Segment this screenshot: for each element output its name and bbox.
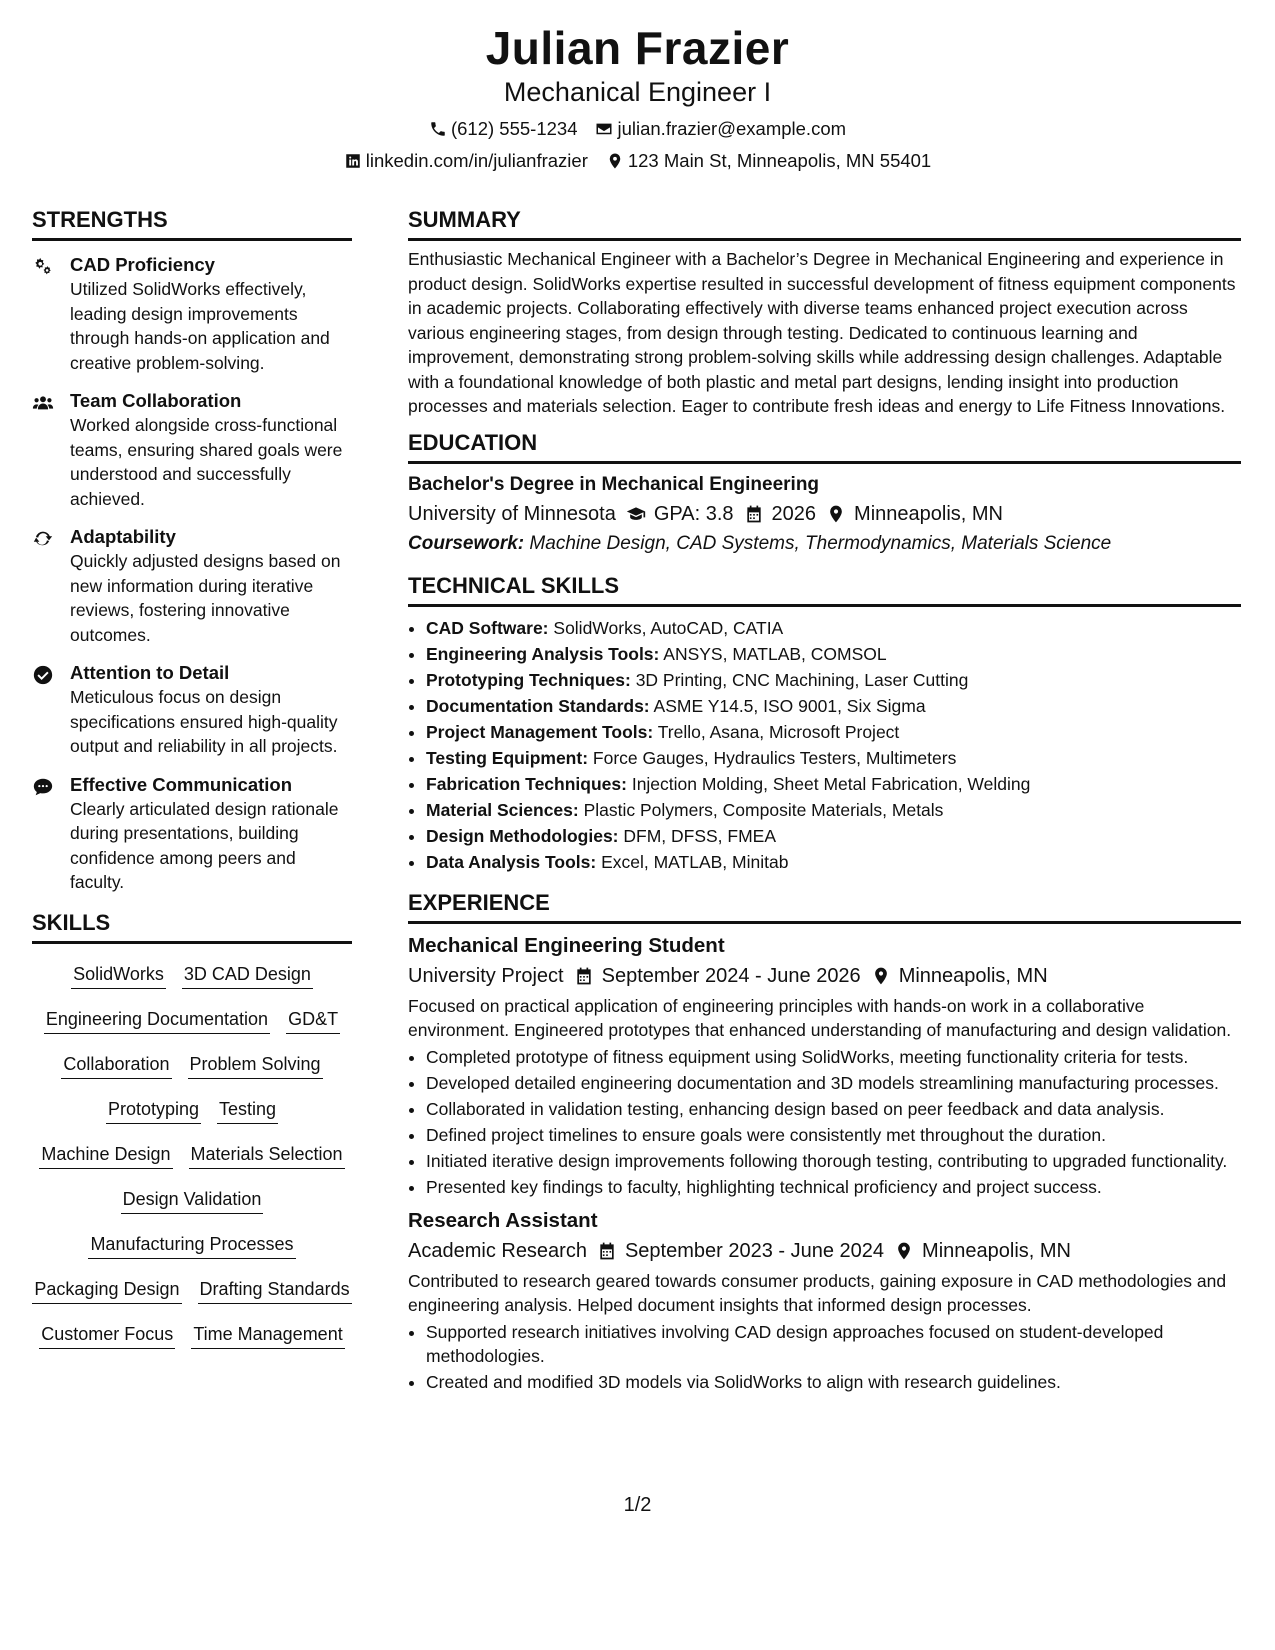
- list-item: • Defined project timelines to ensure goals were consistently met throughout the duration.: [426, 1123, 1241, 1147]
- users-icon: [32, 392, 54, 414]
- address-text: 123 Main St, Minneapolis, MN 55401: [627, 150, 932, 171]
- skill-tag: Problem Solving: [188, 1052, 323, 1079]
- skill-category: Project Management Tools:: [426, 721, 654, 742]
- strength-title: Attention to Detail: [70, 662, 230, 683]
- resume-header: [0, 22, 1275, 172]
- linkedin-text[interactable]: linkedin.com/in/julianfrazier: [365, 150, 588, 171]
- list-item: • Created and modified 3D models via SolidWorks to align with research guidelines.: [426, 1370, 1241, 1394]
- skill-tag: 3D CAD Design: [182, 962, 313, 989]
- skill-values: ANSYS, MATLAB, COMSOL: [663, 643, 887, 664]
- skill-category: Engineering Analysis Tools:: [426, 643, 660, 664]
- right-column: [408, 206, 1241, 1396]
- map-marker-icon: [894, 1241, 914, 1261]
- map-marker-icon: [871, 966, 891, 986]
- list-item: [426, 823, 1241, 849]
- skill-tag: Testing: [217, 1097, 278, 1124]
- skills-tags: [32, 962, 352, 1349]
- map-marker-icon: [826, 504, 846, 524]
- strength-desc: Utilized SolidWorks effectively, leading design improvements through hands-on application and creative problem-solving.: [70, 279, 330, 373]
- strength-item: [32, 773, 352, 895]
- list-item: [426, 771, 1241, 797]
- list-item: • Developed detailed engineering documentation and 3D models streamlining manufacturing processes.: [426, 1071, 1241, 1095]
- strengths-heading: STRENGTHS: [32, 206, 352, 241]
- skill-category: CAD Software:: [426, 617, 549, 638]
- list-item: [426, 667, 1241, 693]
- coursework-list: Machine Design, CAD Systems, Thermodynamics, Materials Science: [529, 532, 1112, 554]
- comment-icon: [32, 776, 54, 798]
- skill-category: Fabrication Techniques:: [426, 773, 627, 794]
- skill-values: DFM, DFSS, FMEA: [623, 825, 777, 846]
- job-title: Mechanical Engineering Student: [408, 933, 725, 957]
- skill-tag: Engineering Documentation: [44, 1007, 270, 1034]
- summary-heading: SUMMARY: [408, 206, 1241, 241]
- calendar-icon: [597, 1241, 617, 1261]
- skill-category: Design Methodologies:: [426, 825, 619, 846]
- technical-skills-heading: TECHNICAL SKILLS: [408, 572, 1241, 607]
- skill-category: Material Sciences:: [426, 799, 579, 820]
- skill-tag: Drafting Standards: [198, 1277, 352, 1304]
- education-meta: [408, 500, 1241, 528]
- list-item: [426, 745, 1241, 771]
- email-contact: [595, 118, 846, 140]
- list-item: [426, 797, 1241, 823]
- skill-tag: Design Validation: [121, 1187, 264, 1214]
- skill-values: Plastic Polymers, Composite Materials, Metals: [583, 799, 944, 820]
- strength-item: [32, 525, 352, 647]
- strength-desc: Worked alongside cross-functional teams, ensuring shared goals were understood and successfully achieved.: [70, 415, 343, 509]
- education-heading: EDUCATION: [408, 429, 1241, 464]
- sync-icon: [32, 528, 54, 550]
- job-org: Academic Research: [408, 1239, 587, 1262]
- coursework: [408, 530, 1241, 558]
- strength-title: Adaptability: [70, 526, 176, 547]
- skill-values: Trello, Asana, Microsoft Project: [657, 721, 900, 742]
- list-item: • Supported research initiatives involving CAD design approaches focused on student-developed methodologies.: [426, 1320, 1241, 1368]
- phone-text[interactable]: (612) 555-1234: [450, 118, 578, 139]
- list-item: [426, 615, 1241, 641]
- list-item: • Initiated iterative design improvements following thorough testing, contributing to upgraded functionality.: [426, 1149, 1241, 1173]
- envelope-icon: [595, 120, 613, 138]
- strength-desc: Clearly articulated design rationale during presentations, building confidence among peers and faculty.: [70, 798, 339, 892]
- job-bullets: [408, 1320, 1241, 1394]
- list-item: • Collaborated in validation testing, enhancing design based on peer feedback and data analysis.: [426, 1097, 1241, 1121]
- skill-tag: Prototyping: [106, 1097, 201, 1124]
- calendar-icon: [574, 966, 594, 986]
- skill-values: Excel, MATLAB, Minitab: [601, 851, 789, 872]
- experience-section: [408, 889, 1241, 1394]
- job-location: Minneapolis, MN: [922, 1239, 1071, 1262]
- contact-row-2: [0, 150, 1275, 172]
- technical-skills-section: [408, 572, 1241, 875]
- job-title: Research Assistant: [408, 1208, 598, 1232]
- calendar-icon: [744, 504, 764, 524]
- strength-title: Effective Communication: [70, 773, 293, 795]
- job-entry: [408, 1207, 1241, 1394]
- strength-item: [32, 253, 352, 375]
- job-meta: [408, 962, 1241, 990]
- list-item: [426, 849, 1241, 875]
- skill-values: SolidWorks, AutoCAD, CATIA: [553, 617, 784, 638]
- job-entry: [408, 932, 1241, 1199]
- job-org: University Project: [408, 964, 564, 987]
- summary-text: Enthusiastic Mechanical Engineer with a Bachelor’s Degree in Mechanical Engineering and experience in product design. SolidWorks expertise resulted in successful development of fitness equipment components in academic projects. Collaborating effectively with diverse teams enhanced project execution across various engineering stages, from design through testing. Dedicated to continuous learning and improvement, demonstrating strong problem-solving skills while addressing design challenges. Adaptable with a foundational knowledge of both plastic and metal part designs, lending insight into production processes and materials selection. Eager to contribute fresh ideas and energy to Life Fitness Innovations.: [408, 249, 1236, 416]
- strength-title: Team Collaboration: [70, 390, 242, 411]
- skill-tag: Time Management: [191, 1322, 344, 1349]
- list-item: [426, 641, 1241, 667]
- candidate-name: Julian Frazier: [485, 22, 790, 74]
- education-location: Minneapolis, MN: [854, 502, 1003, 525]
- skill-values: ASME Y14.5, ISO 9001, Six Sigma: [653, 695, 926, 716]
- education-section: [408, 429, 1241, 558]
- school-name: University of Minnesota: [408, 502, 616, 525]
- graduation-year: 2026: [771, 502, 817, 525]
- list-item: • Presented key findings to faculty, highlighting technical proficiency and project success.: [426, 1175, 1241, 1199]
- skill-category: Prototyping Techniques:: [426, 669, 631, 690]
- map-marker-icon: [606, 152, 624, 170]
- gpa: GPA: 3.8: [653, 502, 734, 525]
- strength-title: CAD Proficiency: [70, 254, 215, 275]
- skill-category: Data Analysis Tools:: [426, 851, 597, 872]
- skill-tag: Machine Design: [39, 1142, 172, 1169]
- page-number: 1/2: [623, 1494, 652, 1516]
- job-dates: September 2023 - June 2024: [624, 1239, 885, 1262]
- skills-heading: SKILLS: [32, 909, 352, 944]
- job-bullets: [408, 1045, 1241, 1199]
- linkedin-icon: [344, 152, 362, 170]
- strength-desc: Quickly adjusted designs based on new information during iterative reviews, fostering innovative outcomes.: [70, 551, 341, 645]
- job-description: Focused on practical application of engineering principles with hands-on work in a collaborative environment. Engineered prototypes that enhanced understanding of manufacturing and design validation.: [408, 995, 1232, 1040]
- contact-row-1: [0, 118, 1275, 140]
- strength-item: [32, 661, 352, 759]
- gears-icon: [32, 256, 54, 278]
- skill-tag: Materials Selection: [189, 1142, 345, 1169]
- experience-heading: EXPERIENCE: [408, 889, 1241, 924]
- skill-category: Testing Equipment:: [426, 747, 589, 768]
- strengths-list: [32, 253, 352, 895]
- left-column: [32, 206, 352, 1349]
- list-item: [426, 693, 1241, 719]
- check-circle-icon: [32, 664, 54, 686]
- degree: Bachelor's Degree in Mechanical Engineering: [408, 473, 820, 495]
- skill-tag: Customer Focus: [39, 1322, 175, 1349]
- skill-tag: Manufacturing Processes: [88, 1232, 295, 1259]
- strength-desc: Meticulous focus on design specifications ensured high-quality output and reliability in all projects.: [70, 687, 338, 756]
- graduation-cap-icon: [626, 504, 646, 524]
- job-meta: [408, 1237, 1241, 1265]
- linkedin-contact: [344, 150, 588, 172]
- candidate-title: Mechanical Engineer I: [503, 77, 772, 107]
- address-contact: [606, 150, 931, 172]
- phone-icon: [429, 120, 447, 138]
- list-item: • Completed prototype of fitness equipment using SolidWorks, meeting functionality criteria for tests.: [426, 1045, 1241, 1069]
- list-item: [426, 719, 1241, 745]
- job-description: Contributed to research geared towards consumer products, gaining exposure in CAD methodologies and engineering analysis. Helped document insights that informed design processes.: [408, 1270, 1227, 1315]
- email-text[interactable]: julian.frazier@example.com: [617, 118, 847, 139]
- skill-tag: Collaboration: [61, 1052, 171, 1079]
- skill-tag: Packaging Design: [32, 1277, 181, 1304]
- strength-item: [32, 389, 352, 511]
- phone-contact: [429, 118, 578, 140]
- skill-values: Injection Molding, Sheet Metal Fabrication, Welding: [631, 773, 1031, 794]
- skill-tag: SolidWorks: [71, 962, 166, 989]
- job-location: Minneapolis, MN: [898, 964, 1048, 987]
- job-dates: September 2024 - June 2026: [601, 964, 861, 987]
- skill-values: Force Gauges, Hydraulics Testers, Multimeters: [592, 747, 957, 768]
- skill-tag: GD&T: [286, 1007, 340, 1034]
- skill-values: 3D Printing, CNC Machining, Laser Cutting: [635, 669, 969, 690]
- skill-category: Documentation Standards:: [426, 695, 650, 716]
- technical-skills-list: [408, 615, 1241, 875]
- coursework-label: Coursework:: [408, 532, 525, 554]
